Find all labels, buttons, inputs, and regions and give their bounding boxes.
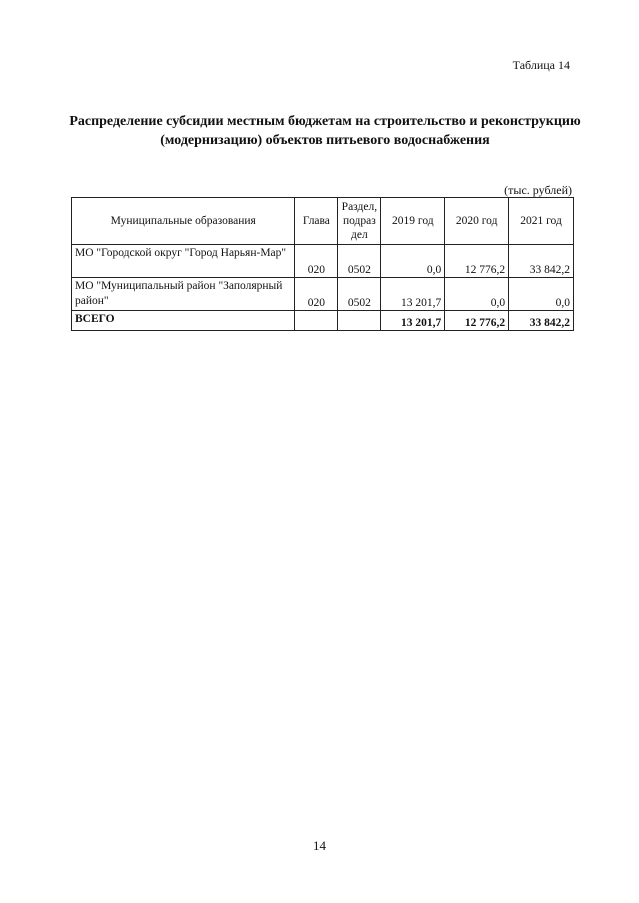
cell-2020: 12 776,2 [445,245,509,278]
cell-total-2021: 33 842,2 [509,311,574,331]
cell-chapter: 020 [295,278,338,311]
page-number: 14 [313,838,326,853]
units-label: (тыс. рублей) [504,183,572,197]
table-row [72,278,574,311]
header-municipality: Муниципальные образования [72,198,295,245]
header-chapter: Глава [295,198,338,245]
cell-municipality: МО "Городской округ "Город Нарьян-Мар" [72,245,295,278]
cell-chapter: 020 [295,245,338,278]
cell-2019: 0,0 [381,245,445,278]
table-label: Таблица 14 [512,58,570,72]
cell-total-label: ВСЕГО [72,311,295,331]
cell-total-chapter [295,311,338,331]
cell-total-section [338,311,381,331]
cell-2021: 0,0 [509,278,574,311]
header-2021: 2021 год [509,198,574,245]
total-row [72,311,574,331]
cell-total-2020: 12 776,2 [445,311,509,331]
header-2019: 2019 год [381,198,445,245]
cell-2019: 13 201,7 [381,278,445,311]
header-2020: 2020 год [445,198,509,245]
table-header-row [72,198,574,245]
subsidy-table [71,197,574,331]
cell-2020: 0,0 [445,278,509,311]
cell-section: 0502 [338,278,381,311]
table-row [72,245,574,278]
cell-total-2019: 13 201,7 [381,311,445,331]
cell-municipality: МО "Муниципальный район "Заполярный район" [72,278,295,311]
cell-section: 0502 [338,245,381,278]
header-section: Раздел, подраз дел [338,198,381,245]
document-title: Распределение субсидии местным бюджетам на строительство и реконструкцию (модернизацию) объектов питьевого водоснабжения [69,114,581,148]
cell-2021: 33 842,2 [509,245,574,278]
